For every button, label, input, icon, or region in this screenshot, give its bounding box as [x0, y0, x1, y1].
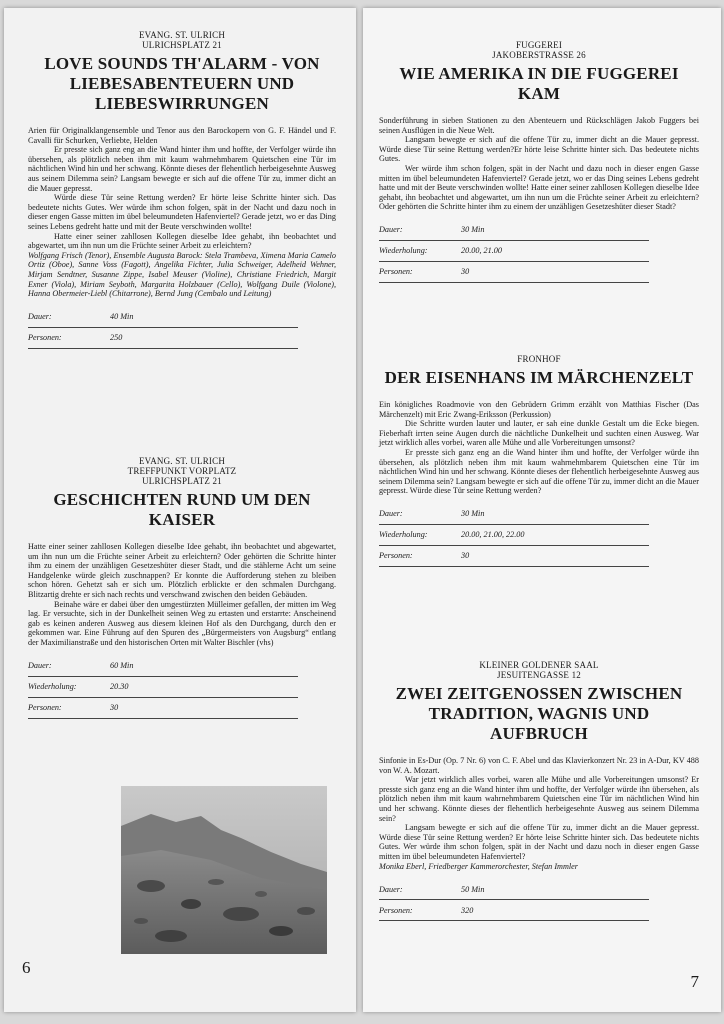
paragraph: Wer würde ihm schon folgen, spät in der Nacht und dazu noch in dieser engen Gasse mitten im übel beleumundeten Hafenviertel? Gerade jetzt, wo er das Ding seines Lebens gedreht hatte und mit der Beute verschwinden wollte! Hatte einer seiner zahllosen Kollegen dieselbe Idee gehabt, ihn beobachtet und abgewartet, um ihn nun um die Früchte seiner Arbeit zu erleichtern? Oder gehörten die Schritte hinter ihm zu einem der unzähligen Gesetzeshüter dieser Stadt? — [379, 163, 699, 212]
event-venue — [379, 40, 699, 60]
venue-line: FRONHOF — [517, 354, 561, 364]
paragraph: Würde diese Tür seine Rettung werden? Er hörte leise Schritte hinter sich. Das bedeutete nichts Gutes. Wer würde ihm schon folgen, spät in der Nacht und dazu noch in dieser engen Gasse mitten im übel beleumundeten Hafenviertel? Gerade jetzt, wo er das Ding seines Lebens gedreht hatte und mit der Beute verschwinden wollte! — [28, 193, 336, 231]
event-description — [28, 542, 336, 648]
performers-credit: Wolfgang Frisch (Tenor), Ensemble Augusta Barock: Stela Trambeva, Ximena Maria Camelo Ortiz (Oboe), Sanne Voss (Fagott), Angelika Fichter, Julia Schweiger, Adelheid Wehner, Mirjam Sendtner, Susanne Zippe, Isabel Meuser (Violine), Christiane Friedrich, Margit Exner (Viola), Miriam Seyboth, Margarita Holzbauer (Cello), Wolfgang Duile (Violone), Hanna Obermeier-Liebl (Chitarrone), Bernd Jung (Cembalo und Leitung) — [28, 250, 336, 299]
info-label: Personen: — [379, 267, 413, 277]
performers-credit: Monika Eberl, Friedberger Kammerorchester, Stefan Immler — [379, 861, 578, 871]
venue-line: JESUITENGASSE 12 — [497, 670, 581, 680]
venue-line: ULRICHSPLATZ 21 — [142, 476, 222, 486]
info-value: 40 Min — [110, 312, 134, 322]
venue-line: FUGGEREI — [515, 40, 563, 50]
paragraph: Die Schritte wurden lauter und lauter, er sah eine dunkle Gestalt um die Ecke biegen. Fieberhaft irrten seine Augen durch die nächtliche Dunkelheit und suchten einen Ausweg. War jetzt wirklich alles vorbei, waren alle Mühe und alle Vorbereitungen umsonst? — [379, 419, 699, 448]
event-title: GESCHICHTEN RUND UM DEN KAISER — [53, 490, 311, 529]
rocky-landscape-image — [121, 786, 327, 954]
info-value: 30 — [110, 703, 119, 713]
event-venue — [28, 30, 336, 50]
info-label: Dauer: — [28, 661, 52, 671]
paragraph: Er presste sich ganz eng an die Wand hinter ihm und hoffte, der Verfolger würde ihn übersehen, als plötzlich neben ihm mit kaum wahrnehmbarem Quietschen eine Tür im nächtlichen Wind hin und her schwang. Könnte dieses der flehentlich herbeigesehnte Ausweg aus seinem Dilemma sein? Langsam bewegte er sich auf die offene Tür zu, immer dicht an die Mauer gepresst. Würde diese Tür seine Rettung werden? — [379, 447, 699, 496]
info-value: 320 — [461, 905, 474, 915]
info-label: Personen: — [28, 333, 62, 343]
info-label: Dauer: — [379, 884, 403, 894]
venue-line: TREFFPUNKT VORPLATZ — [127, 466, 237, 476]
info-label: Wiederholung: — [28, 682, 77, 692]
info-row-persons — [379, 900, 649, 921]
venue-line: JAKOBERSTRASSE 26 — [492, 50, 586, 60]
info-row-persons — [379, 546, 649, 567]
info-row-repeat — [379, 241, 649, 262]
event-info-table — [28, 656, 336, 719]
info-value: 30 Min — [461, 509, 485, 519]
info-label: Dauer: — [379, 509, 403, 519]
info-row-duration — [379, 879, 649, 900]
landscape-photo — [121, 786, 327, 954]
info-value: 30 Min — [461, 225, 485, 235]
paragraph: Ein königliches Roadmovie von den Gebrüdern Grimm erzählt von Matthias Fischer (Das Märchenzelt) mit Eric Zwang-Eriksson (Perkussion) — [379, 400, 699, 419]
info-label: Personen: — [379, 905, 413, 915]
info-value: 20.00, 21.00, 22.00 — [461, 530, 525, 540]
info-label: Dauer: — [379, 225, 403, 235]
info-value: 250 — [110, 333, 123, 343]
event-info-table — [379, 504, 699, 567]
paragraph: Er presste sich ganz eng an die Wand hinter ihm und hoffte, der Verfolger würde ihn übersehen, als plötzlich neben ihm mit kaum wahrnehmbarem Quietschen eine Tür im nächtlichen Wind hin und her schwang. Könnte dieses der flehentlich herbeigesehnte Ausweg aus seinem Dilemma sein? Langsam bewegte er sich auf die offene Tür zu, immer dicht an die Mauer gepresst. — [28, 145, 336, 193]
info-value: 50 Min — [461, 884, 485, 894]
venue-line: EVANG. ST. ULRICH — [138, 30, 226, 40]
left-page — [4, 8, 356, 1012]
event-info-table — [28, 307, 336, 349]
info-row-repeat — [28, 677, 298, 698]
info-row-duration — [28, 307, 298, 328]
paragraph: Langsam bewegte er sich auf die offene Tür zu, immer dicht an die Mauer gepresst. Würde diese Tür seine Rettung werden?Er hörte leise Schritte hinter sich. Das bedeutete nichts Gutes. — [379, 135, 699, 164]
paragraph: Sinfonie in Es-Dur (Op. 7 Nr. 6) von C. F. Abel und das Klavierkonzert Nr. 23 in A-Dur, KV 488 von W. A. Mozart. — [379, 756, 699, 775]
event-info-table — [379, 879, 699, 921]
event-description — [379, 756, 699, 871]
info-row-repeat — [379, 525, 649, 546]
info-value: 30 — [461, 267, 470, 277]
paragraph: Beinahe wäre er dabei über den umgestürzten Mülleimer gefallen, der mitten im Weg lag. Er versuchte, sich in der Dunkelheit seinen Weg zu ertasten und erstarrte: Anscheinend gab es keinen anderen Ausweg aus diesem kleinen Hof als den Durchgang, durch den er gekommen war. Eine Führung auf den Spuren des „Bürgermeisters von Augsburg“ entlang der Maximilianstraße und den historischen Orten mit Walter Bischler (vhs) — [28, 599, 336, 647]
event-info-table — [379, 220, 699, 283]
info-row-duration — [28, 656, 298, 677]
info-label: Dauer: — [28, 312, 52, 322]
event-description — [379, 400, 699, 496]
event-title: WIE AMERIKA IN DIE FUGGEREI KAM — [399, 64, 679, 103]
page-number: 7 — [690, 972, 699, 991]
event-description — [28, 126, 336, 299]
info-label: Personen: — [379, 551, 413, 561]
event-zeitgenossen — [379, 660, 699, 921]
paragraph: Arien für Originalklangensemble und Tenor aus den Barockopern von G. F. Händel und F. Cavalli für Schurken, Verliebte, Helden — [28, 126, 336, 145]
info-label: Wiederholung: — [379, 530, 428, 540]
event-venue — [28, 456, 336, 486]
paragraph: Sonderführung in sieben Stationen zu den Abenteuern und Rückschlägen Jakob Fuggers bei seinen Ausflügen in die Neue Welt. — [379, 116, 699, 135]
paragraph: Hatte einer seiner zahllosen Kollegen dieselbe Idee gehabt, ihn beobachtet und abgewartet, um ihn nun um die Früchte seiner Arbeit zu erleichtern? Oder gehörten die Schritte hinter ihm zu einem der unzähligen Gesetzeshüter dieser Stadt, und die stählerne Acht um seine Handgelenke würde gleich zuschnappen? Er konnte die Aufforderung stehen zu bleiben schon hören. Gehetzt sah er sich um. Plötzlich erblickte er den schmalen Durchgang. Blitzartig drehte er sich nach rechts und verschwand zwischen den beiden Gebäuden. — [28, 542, 336, 599]
info-value: 20.30 — [110, 682, 129, 692]
info-value: 60 Min — [110, 661, 134, 671]
info-value: 30 — [461, 551, 470, 561]
paragraph: Langsam bewegte er sich auf die offene Tür zu, immer dicht an die Mauer gepresst. Würde diese Tür seine Rettung werden? Er hörte leise Schritte hinter sich. Das bedeutete nichts Gutes. Wer würde ihm schon folgen, spät in der Nacht und dazu noch in dieser engen Gasse mitten im übel beleumundeten Hafenviertel? — [379, 823, 699, 861]
event-venue — [379, 660, 699, 680]
venue-line: KLEINER GOLDENER SAAL — [479, 660, 599, 670]
page-number: 6 — [22, 958, 31, 977]
info-label: Personen: — [28, 703, 62, 713]
venue-line: EVANG. ST. ULRICH — [138, 456, 226, 466]
info-row-persons — [28, 328, 298, 349]
info-value: 20.00, 21.00 — [461, 246, 502, 256]
info-row-duration — [379, 220, 649, 241]
event-fuggerei — [379, 40, 699, 283]
event-venue — [379, 354, 699, 364]
info-row-duration — [379, 504, 649, 525]
event-title: DER EISENHANS IM MÄRCHENZELT — [384, 368, 694, 387]
info-row-persons — [28, 698, 298, 719]
event-description — [379, 116, 699, 212]
venue-line: ULRICHSPLATZ 21 — [142, 40, 222, 50]
paragraph: Hatte einer seiner zahllosen Kollegen dieselbe Idee gehabt, ihn beobachtet und abgewartet, um ihn nun um die Früchte seiner Arbeit zu erleichtern? — [28, 231, 336, 251]
event-love-sounds — [28, 30, 336, 349]
info-row-persons — [379, 262, 649, 283]
info-label: Wiederholung: — [379, 246, 428, 256]
event-eisenhans — [379, 354, 699, 567]
event-title: ZWEI ZEITGENOSSEN ZWISCHEN TRADITION, WAGNIS UND AUFBRUCH — [395, 684, 683, 743]
right-page — [363, 8, 721, 1012]
event-kaiser — [28, 456, 336, 719]
paragraph: War jetzt wirklich alles vorbei, waren alle Mühe und alle Vorbereitungen umsonst? Er presste sich ganz eng an die Wand hinter ihm und hoffte, der Verfolger würde ihn übersehen, als plötzlich neben ihm mit kaum wahrnehmbarem Quietschen eine Tür im nächtlichen Wind hin und her schwang. Könnte dieses der flehentlich herbeigesehnte Ausweg aus seinem Dilemma sein? — [379, 775, 699, 823]
event-title: LOVE SOUNDS TH'ALARM - VON LIEBESABENTEUERN UND LIEBESWIRRUNGEN — [44, 54, 320, 113]
